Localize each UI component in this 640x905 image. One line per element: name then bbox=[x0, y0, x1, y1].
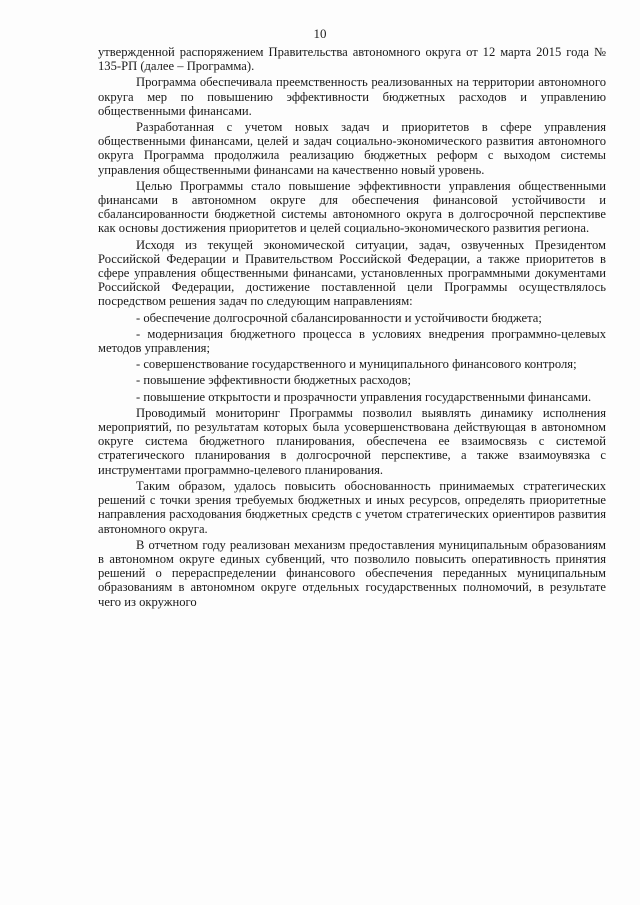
task-list-item: - повышение открытости и прозрачности управления государственными финансами. bbox=[136, 389, 592, 404]
paragraph-program-goal: Целью Программы стало повышение эффективности управления общественными финансами в автономном округе для обеспечения финансовой устойчивости и сбалансированности бюджетной системы автономного округа в долгосрочной перспективе как основы достижения приоритетов и целей социально-экономического развития региона. bbox=[98, 178, 606, 236]
paragraph-results: Таким образом, удалось повысить обоснованность принимаемых стратегических решений с точки зрения требуемых бюджетных и иных ресурсов, определять приоритетные направления расходования бюджетных средств с учетом стратегических ориентиров развития автономного округа. bbox=[98, 478, 606, 536]
paragraph-monitoring: Проводимый мониторинг Программы позволил выявлять динамику исполнения мероприятий, по результатам которых была усовершенствована действующая в автономном округе система бюджетного планирования, обеспечена ее взаимосвязь с системой стратегического планирования в долгосрочной перспективе, а также взаимоувязка с инструментами программно-целевого планирования. bbox=[98, 405, 606, 477]
document-body bbox=[98, 45, 606, 611]
task-list-item: - повышение эффективности бюджетных расходов; bbox=[136, 373, 412, 388]
paragraph-tasks-intro: Исходя из текущей экономической ситуации, задач, озвученных Президентом Российской Федерации и Правительством Российской Федерации, а также приоритетов в сфере управления общественными финансами, установленных программными документами Российской Федерации, достижение поставленной цели Программы осуществлялось посредством решения задач по следующим направлениям: bbox=[98, 237, 606, 309]
task-list-item: - модернизация бюджетного процесса в условиях внедрения программно-целевых методов управления; bbox=[98, 326, 606, 356]
task-list-item: - совершенствование государственного и муниципального финансового контроля; bbox=[136, 357, 577, 372]
paragraph-continuation: утвержденной распоряжением Правительства автономного округа от 12 марта 2015 года № 135-РП (далее – Программа). bbox=[98, 45, 606, 74]
task-list-item: - обеспечение долгосрочной сбалансированности и устойчивости бюджета; bbox=[136, 310, 542, 325]
task-list bbox=[98, 311, 606, 404]
paragraph-subventions: В отчетном году реализован механизм предоставления муниципальным образованиям в автономном округе единых субвенций, что позволило повысить оперативность принятия решений о перераспределении финансового обеспечения переданных муниципальным образованиям в автономном округе отдельных государственных полномочий, в результате чего из окружного bbox=[98, 537, 606, 609]
paragraph-program-development: Разработанная с учетом новых задач и приоритетов в сфере управления общественными финансами, целей и задач социально-экономического развития автономного округа Программа продолжила реализацию бюджетных реформ с выходом системы управления общественными финансами на качественно новый уровень. bbox=[98, 120, 606, 177]
page-number: 10 bbox=[313, 26, 327, 41]
paragraph-program-continuity: Программа обеспечивала преемственность реализованных на территории автономного округа мер по повышению эффективности бюджетных расходов и управлению общественными финансами. bbox=[98, 75, 606, 118]
